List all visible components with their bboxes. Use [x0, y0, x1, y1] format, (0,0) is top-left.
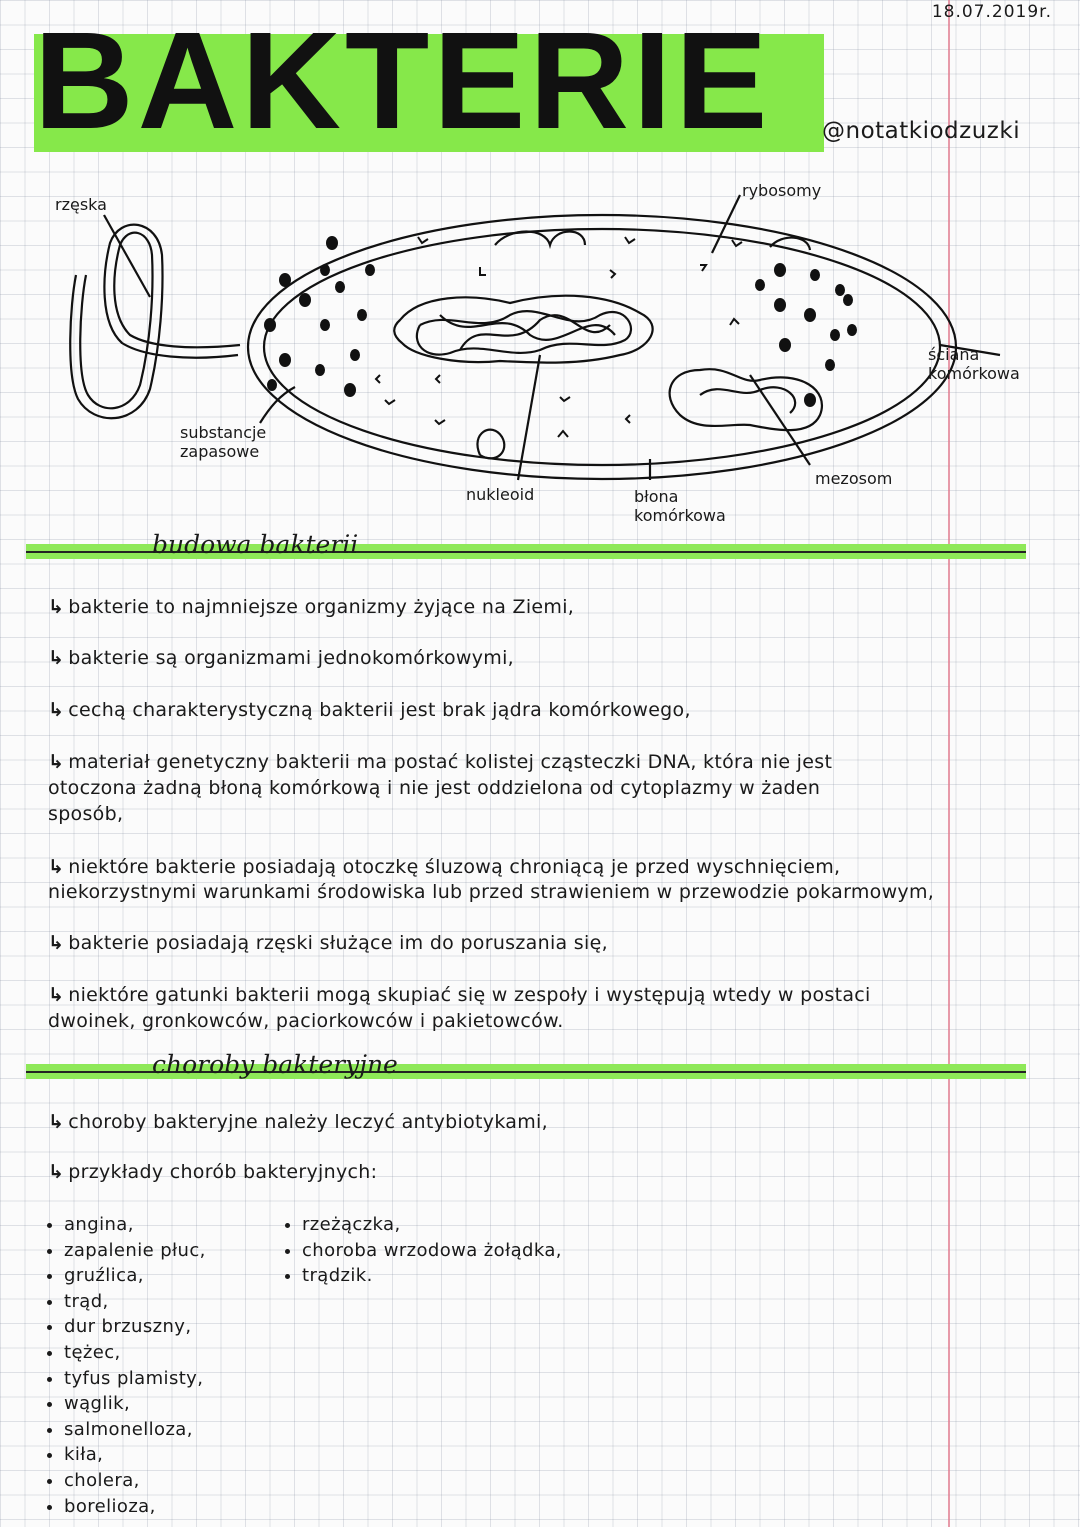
list-item: ↳ materiał genetyczny bakterii ma postać kolistej cząsteczki DNA, która nie jest	[48, 751, 833, 773]
title-block	[34, 6, 771, 156]
arrow-icon: ↳	[48, 699, 65, 721]
date: 18.07.2019r.	[931, 2, 1052, 22]
list-item-continuation: sposób,	[48, 803, 124, 825]
arrow-icon: ↳	[48, 856, 65, 878]
label-ribosomes: rybosomy	[742, 181, 822, 200]
list-item: ↳ przykłady chorób bakteryjnych:	[48, 1161, 378, 1183]
list-item: ↳ niektóre bakterie posiadają otoczkę śluzową chroniącą je przed wyschnięciem,	[48, 856, 841, 878]
list-item: ↳ niektóre gatunki bakterii mogą skupiać się w zespoły i występują wtedy w postaci	[48, 984, 871, 1006]
arrow-icon: ↳	[48, 751, 65, 773]
author-handle: @notatkiodzuzki	[822, 118, 1021, 144]
list-item-continuation: niekorzystnymi warunkami środowiska lub przed strawieniem w przewodzie pokarmowym,	[48, 881, 935, 903]
page-title: BAKTERIE	[34, 4, 772, 158]
list-item-continuation: otoczona żadną błoną komórkową i nie jest oddzielona od cytoplazmy w żaden	[48, 777, 821, 799]
label-cell-wall: ściana komórkowa	[928, 345, 1020, 383]
list-item: • choroba wrzodowa żołądka,	[302, 1238, 562, 1264]
section-heading: budowa bakterii	[152, 530, 359, 559]
label-mesosome: mezosom	[815, 469, 893, 488]
list-item: • zapalenie płuc,	[64, 1238, 206, 1264]
section-diseases-header	[26, 1050, 1026, 1082]
section-structure-header	[26, 530, 1026, 562]
list-item: • dur brzuszny,	[64, 1314, 206, 1340]
list-item: • trąd,	[64, 1289, 206, 1315]
list-item: • tyfus plamisty,	[64, 1366, 206, 1392]
label-reserve-substances: substancje zapasowe	[180, 423, 267, 461]
list-item: • kiła,	[64, 1442, 206, 1468]
list-item: • tężec,	[64, 1340, 206, 1366]
label-nucleoid: nukleoid	[466, 485, 535, 504]
section-heading: choroby bakteryjne	[152, 1050, 398, 1079]
list-item-continuation: dwoinek, gronkowców, paciorkowców i pakietowców.	[48, 1010, 564, 1032]
list-item: • salmonelloza,	[64, 1417, 206, 1443]
cell-wall-shape	[248, 215, 956, 479]
cell-membrane-shape	[264, 229, 940, 465]
list-item: ↳ cechą charakterystyczną bakterii jest brak jądra komórkowego,	[48, 699, 691, 721]
arrow-icon: ↳	[48, 647, 65, 669]
disease-list-col2	[282, 1212, 562, 1289]
arrow-icon: ↳	[48, 596, 65, 618]
disease-list-col1	[44, 1212, 206, 1519]
list-item: • borelioza,	[64, 1494, 206, 1520]
list-item: • gruźlica,	[64, 1263, 206, 1289]
arrow-icon: ↳	[48, 1111, 65, 1133]
arrow-icon: ↳	[48, 1161, 65, 1183]
list-item: • cholera,	[64, 1468, 206, 1494]
bacterium-diagram	[40, 175, 1040, 530]
list-item: ↳ bakterie posiadają rzęski służące im do poruszania się,	[48, 932, 608, 954]
mesosome-shape	[670, 369, 822, 430]
list-item: ↳ bakterie są organizmami jednokomórkowymi,	[48, 647, 515, 669]
arrow-icon: ↳	[48, 932, 65, 954]
label-cell-membrane: błona komórkowa	[634, 487, 726, 525]
list-item: • rzeżączka,	[302, 1212, 562, 1238]
arrow-icon: ↳	[48, 984, 65, 1006]
list-item: • trądzik.	[302, 1263, 562, 1289]
label-flagellum: rzęska	[55, 195, 107, 214]
list-item: • wąglik,	[64, 1391, 206, 1417]
list-item: ↳ choroby bakteryjne należy leczyć antybiotykami,	[48, 1111, 548, 1133]
list-item: ↳ bakterie to najmniejsze organizmy żyjące na Ziemi,	[48, 596, 575, 618]
list-item: • angina,	[64, 1212, 206, 1238]
